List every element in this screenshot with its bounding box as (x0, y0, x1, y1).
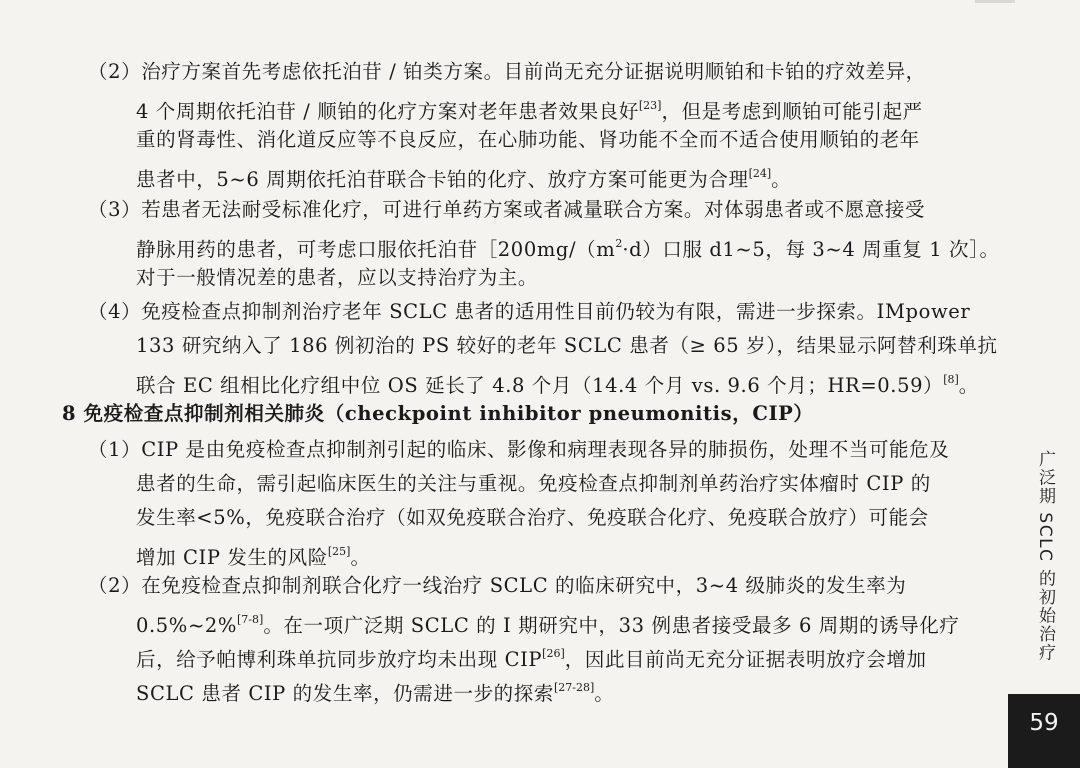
citation: [27-28] (554, 681, 595, 694)
section-heading: 8 免疫检查点抑制剂相关肺炎（checkpoint inhibitor pneumonitis，CIP） (62, 402, 814, 425)
text-line: （2）在免疫检查点抑制剂联合化疗一线治疗 SCLC 的临床研究中，3~4 级肺炎的发生率为 (88, 574, 907, 597)
citation: [26] (542, 647, 565, 660)
page-number-box (1008, 694, 1080, 768)
text-line: （4）免疫检查点抑制剂治疗老年 SCLC 患者的适用性目前仍较为有限，需进一步探索。IMpower (88, 300, 971, 323)
text-line: 重的肾毒性、消化道反应等不良反应，在心肺功能、肾功能不全而不适合使用顺铂的老年 (136, 128, 920, 151)
chapter-title-sidebar: 广泛期 SCLC 的初始治疗 (1035, 450, 1055, 662)
text-line: 133 研究纳入了 186 例初治的 PS 较好的老年 SCLC 患者（≥ 65 岁），结果显示阿替利珠单抗 (136, 334, 998, 357)
citation: [7-8] (237, 613, 264, 626)
text-line: 增加 CIP 发生的风险[25]。 (136, 545, 371, 569)
superscript: 2 (615, 237, 623, 250)
citation: [8] (943, 373, 959, 386)
page-number: 59 (1029, 710, 1059, 736)
text-line: 患者的生命，需引起临床医生的关注与重视。免疫检查点抑制剂单药治疗实体瘤时 CIP 的 (136, 472, 931, 495)
text-line: 患者中，5~6 周期依托泊苷联合卡铂的化疗、放疗方案可能更为合理[24]。 (136, 167, 792, 191)
text-line: 4 个周期依托泊苷 / 顺铂的化疗方案对老年患者效果良好[23]，但是考虑到顺铂可能引起严 (136, 99, 923, 123)
text-line: 对于一般情况差的患者，应以支持治疗为主。 (136, 266, 539, 289)
text-line: 联合 EC 组相比化疗组中位 OS 延长了 4.8 个月（14.4 个月 vs. 9.6 个月；HR=0.59）[8]。 (136, 373, 979, 397)
citation: [25] (327, 545, 351, 558)
text-line: （2）治疗方案首先考虑依托泊苷 / 铂类方案。目前尚无充分证据说明顺铂和卡铂的疗效差异， (88, 60, 926, 83)
text-line: 0.5%~2%[7-8]。在一项广泛期 SCLC 的 Ⅰ 期研究中，33 例患者接受最多 6 周期的诱导化疗 (136, 613, 960, 637)
citation: [24] (748, 167, 772, 180)
text-line: SCLC 患者 CIP 的发生率，仍需进一步的探索[27-28]。 (136, 681, 615, 705)
text-line: 发生率<5%，免疫联合治疗（如双免疫联合治疗、免疫联合化疗、免疫联合放疗）可能会 (136, 506, 929, 529)
text-line: （3）若患者无法耐受标准化疗，可进行单药方案或者减量联合方案。对体弱患者或不愿意接受 (88, 198, 926, 221)
scan-edge-mark (975, 0, 1015, 3)
text-line: 静脉用药的患者，可考虑口服依托泊苷$[200mg/(m^2\cdot d)$口服 d1~5，每 3~4 周重复 1 次］。 (136, 237, 1000, 261)
citation: [23] (638, 99, 662, 112)
text-line: （1）CIP 是由免疫检查点抑制剂引起的临床、影像和病理表现各异的肺损伤，处理不当可能危及 (88, 438, 950, 461)
text-line: 后，给予帕博利珠单抗同步放疗均未出现 CIP[26]，因此目前尚无充分证据表明放疗会增加 (136, 647, 927, 671)
